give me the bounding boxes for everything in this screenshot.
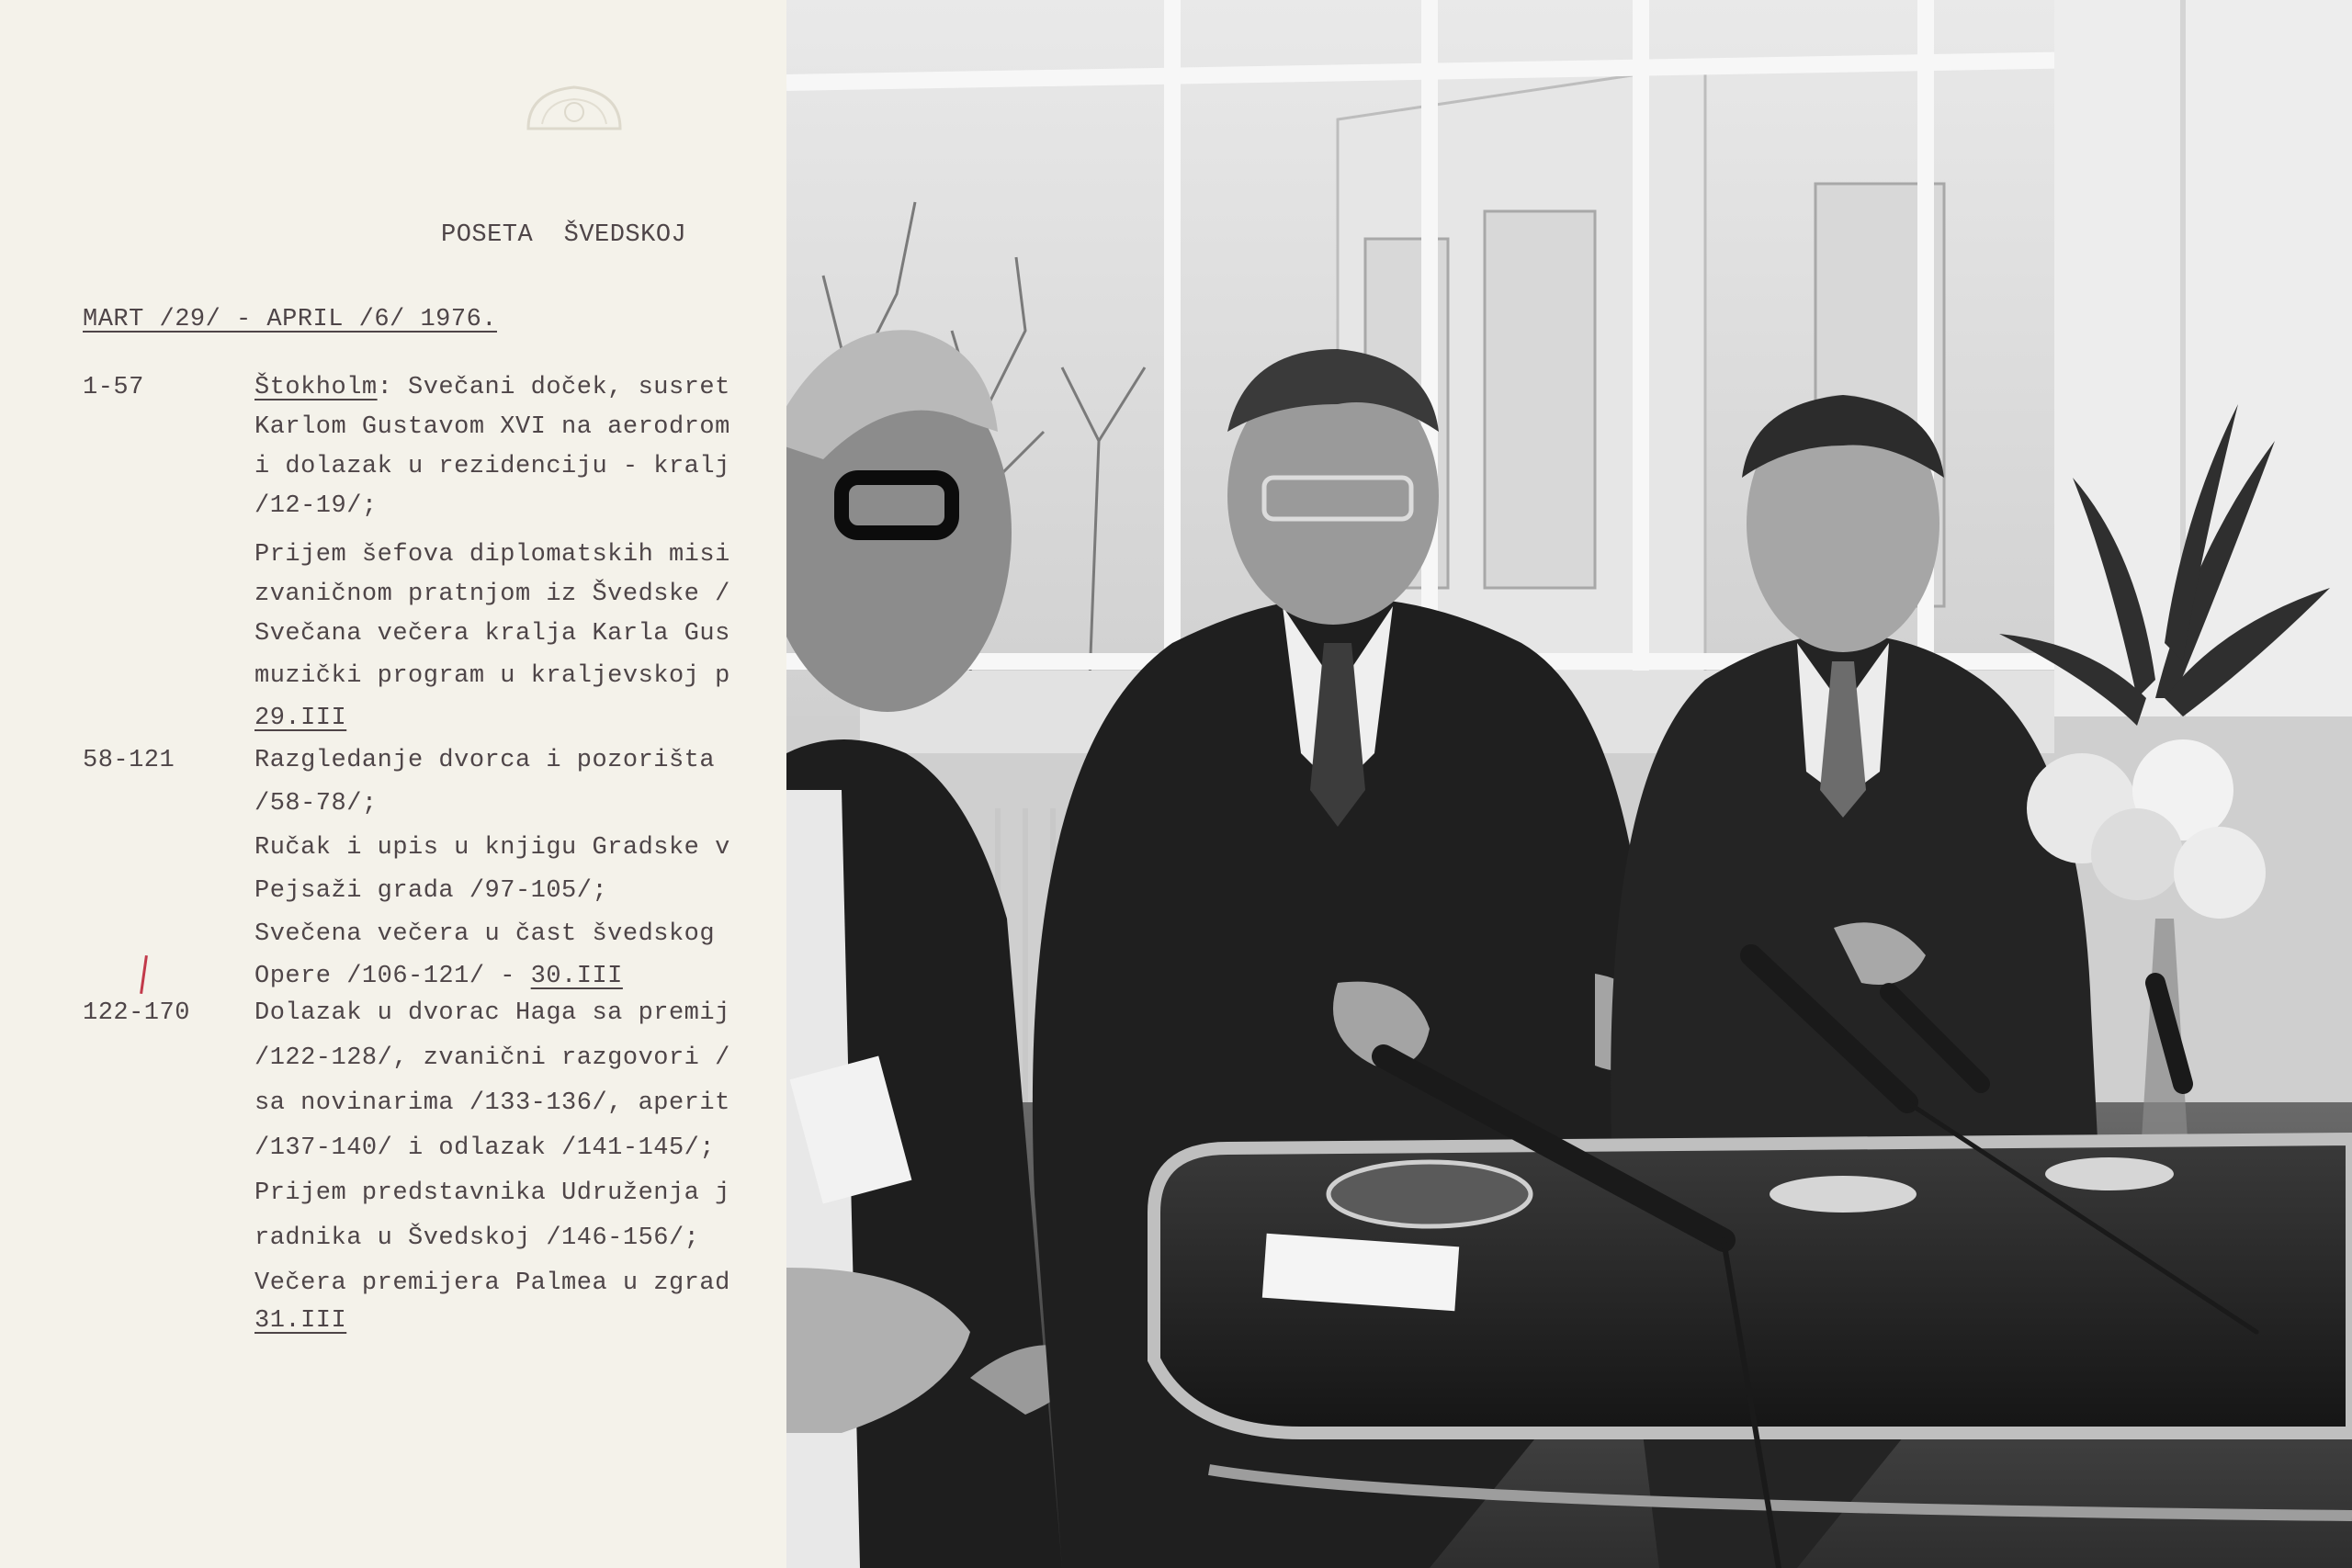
date-range: MART /29/ - APRIL /6/ 1976. [83,306,497,333]
entry-line [254,958,623,995]
entry-line: Večera premijera Palmea u zgrad [254,1269,730,1297]
entry-line [254,369,730,406]
document-title: POSETA ŠVEDSKOJ [441,221,687,249]
entry-date: 30.III [530,963,623,990]
entry-range: 58-121 [83,747,175,774]
entry-line: Ručak i upis u knjigu Gradske v [254,834,730,862]
entry-line-text: Opere /106-121/ - [254,963,531,990]
entry-line: zvaničnom pratnjom iz Švedske / [254,581,730,608]
mic-stand-base [1770,1176,1917,1213]
entry-line: radnika u Švedskoj /146-156/; [254,1224,700,1252]
entry-line: i dolazak u rezidenciju - kralj [254,453,730,480]
entry-date: 29.III [254,705,347,732]
entry-line: muzički program u kraljevskoj p [254,662,730,690]
entry-line: Prijem predstavnika Udruženja j [254,1179,730,1207]
entry-line: Karlom Gustavom XVI na aerodrom [254,413,730,441]
embossed-seal-icon [510,73,639,147]
pen-mark [140,955,148,994]
entry-line: Svečena večera u čast švedskog [254,920,716,948]
entry-line: Razgledanje dvorca i pozorišta [254,747,716,774]
paper-note [1262,1234,1459,1311]
entry-line: sa novinarima /133-136/, aperit [254,1089,730,1117]
entry-line: Pejsaži grada /97-105/; [254,877,608,905]
entry-line: /12-19/; [254,492,378,520]
entry-range: 122-170 [83,999,190,1027]
entry-line-text: : Svečani doček, susret [377,374,730,401]
entry-line: /122-128/, zvanični razgovori / [254,1044,730,1072]
entry-line: /58-78/; [254,790,378,818]
entry-range: 1-57 [83,374,144,401]
entry-date: 31.III [254,1307,347,1335]
place-name: Štokholm [254,374,378,401]
press-conference-photo [786,0,2352,1568]
entry-line: Svečana večera kralja Karla Gus [254,620,730,648]
entry-line: Dolazak u dvorac Haga sa premij [254,999,730,1027]
photo-illustration [786,0,2352,1568]
typed-document [0,0,786,1568]
entry-line: /137-140/ i odlazak /141-145/; [254,1134,716,1162]
entry-line: Prijem šefova diplomatskih misi [254,541,730,569]
ashtray [1329,1162,1531,1226]
